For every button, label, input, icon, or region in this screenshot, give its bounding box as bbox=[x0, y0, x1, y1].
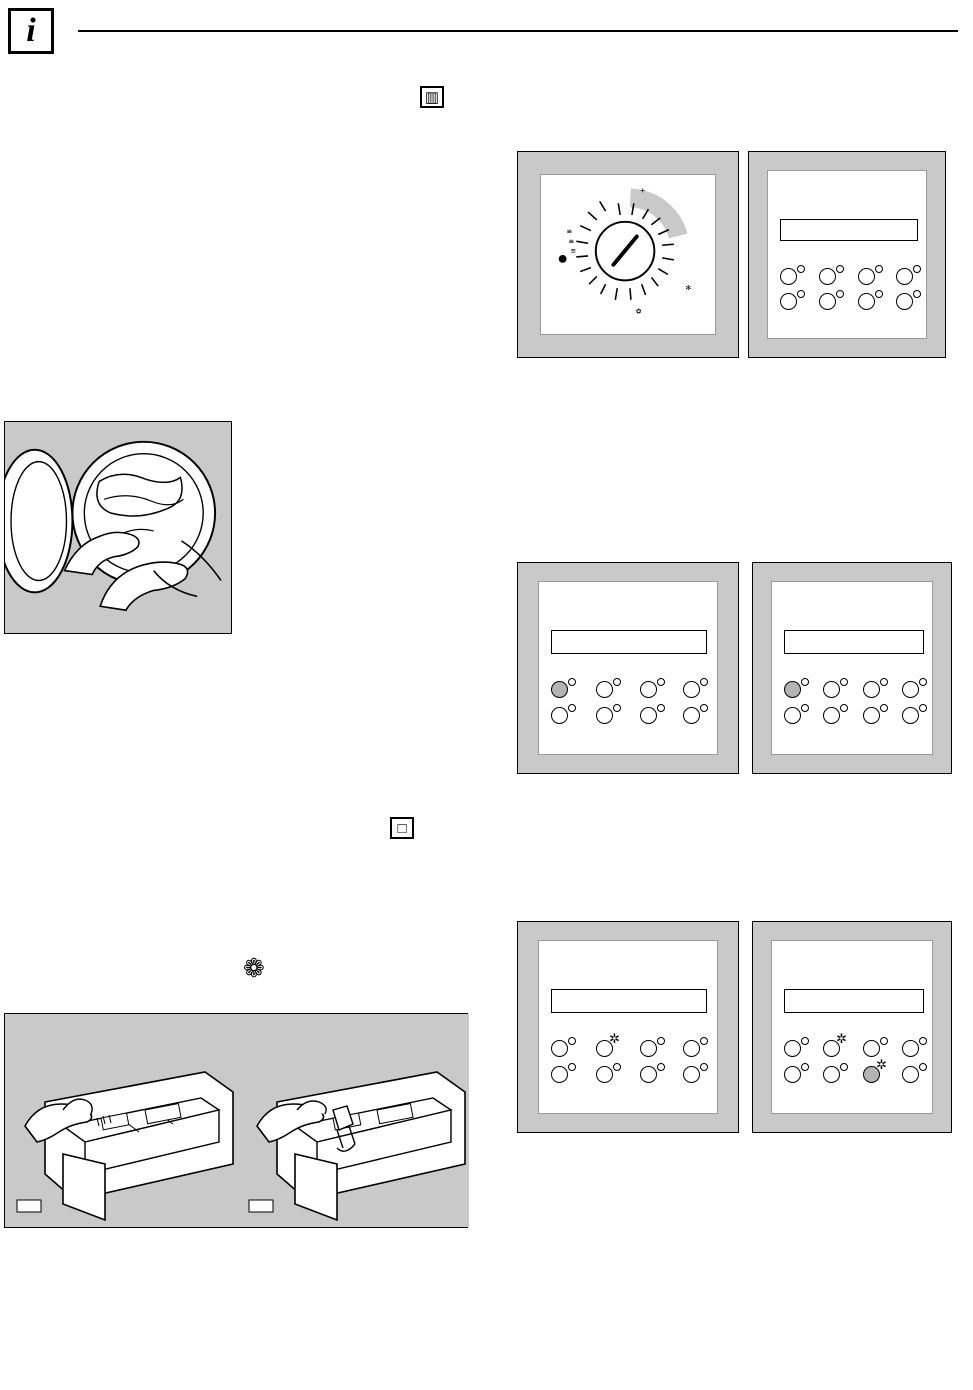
panel-5-led-r2c4-dot bbox=[919, 1063, 927, 1071]
panel-3-led-r2c1-dot bbox=[801, 704, 809, 712]
panel-1-led-r2c1[interactable] bbox=[780, 293, 797, 310]
panel-3-led-r2c2-dot bbox=[840, 704, 848, 712]
panel-4-led-r2c4-dot bbox=[700, 1063, 708, 1071]
panel-3-led-r2c1[interactable] bbox=[784, 707, 801, 724]
panel-2-led-r1c1[interactable] bbox=[551, 681, 568, 698]
panel-3-led-r2c4-dot bbox=[919, 704, 927, 712]
panel-5-led-r2c2-dot bbox=[840, 1063, 848, 1071]
panel-2-led-r2c1-dot bbox=[568, 704, 576, 712]
panel-3-led-r2c3-dot bbox=[880, 704, 888, 712]
frost-protection-icon bbox=[243, 955, 265, 981]
panel-2-led-r1c1-dot bbox=[568, 678, 576, 686]
panel-2-led-r2c4[interactable] bbox=[683, 707, 700, 724]
panel-1-led-r1c2[interactable] bbox=[819, 268, 836, 285]
panel-4-led-r1c2-star-icon: ✲ bbox=[609, 1031, 620, 1046]
panel-3-led-r1c2[interactable] bbox=[823, 681, 840, 698]
panel-2-led-r1c2-dot bbox=[613, 678, 621, 686]
panel-3-led-r2c2[interactable] bbox=[823, 707, 840, 724]
panel-4-led-r1c4-dot bbox=[700, 1037, 708, 1045]
panel-5-led-r1c4[interactable] bbox=[902, 1040, 919, 1057]
frost-protection-glyph: ❁ bbox=[243, 953, 265, 983]
panel-2-led-r2c3-dot bbox=[657, 704, 665, 712]
panel-5-led-r1c2-star-icon: ✲ bbox=[836, 1031, 847, 1046]
panel-4-led-r2c1[interactable] bbox=[551, 1066, 568, 1083]
panel-5-led-r2c1-dot bbox=[801, 1063, 809, 1071]
panel-3-display bbox=[784, 630, 924, 654]
panel-2-led-r1c3-dot bbox=[657, 678, 665, 686]
panel-1-led-r1c4[interactable] bbox=[896, 268, 913, 285]
panel-1-inner bbox=[767, 170, 927, 339]
loading-laundry-drawing bbox=[5, 422, 231, 633]
panel-5-led-r1c1-dot bbox=[801, 1037, 809, 1045]
detergent-drawer-figure-group bbox=[4, 1013, 468, 1228]
program-symbol-glyph-2: □ bbox=[397, 819, 407, 837]
panel-1-led-r2c4-dot bbox=[913, 290, 921, 298]
panel-4-inner bbox=[538, 940, 718, 1114]
panel-2-display bbox=[551, 630, 707, 654]
panel-1-led-r2c3-dot bbox=[875, 290, 883, 298]
panel-5-led-r2c3-star-icon: ✲ bbox=[876, 1057, 887, 1072]
panel-3-led-r1c3[interactable] bbox=[863, 681, 880, 698]
panel-3-led-r1c1[interactable] bbox=[784, 681, 801, 698]
panel-5-led-r1c4-dot bbox=[919, 1037, 927, 1045]
svg-text:+: + bbox=[639, 186, 646, 195]
panel-1-led-r1c3-dot bbox=[875, 265, 883, 273]
control-panel-display-2 bbox=[517, 562, 739, 774]
panel-2-inner bbox=[538, 581, 718, 755]
panel-1-led-r2c4[interactable] bbox=[896, 293, 913, 310]
info-icon bbox=[8, 8, 54, 54]
panel-4-led-r2c2[interactable] bbox=[596, 1066, 613, 1083]
panel-3-led-r1c2-dot bbox=[840, 678, 848, 686]
panel-4-led-r1c3[interactable] bbox=[640, 1040, 657, 1057]
panel-2-led-r2c2-dot bbox=[613, 704, 621, 712]
panel-5-led-r1c1[interactable] bbox=[784, 1040, 801, 1057]
panel-2-led-r2c1[interactable] bbox=[551, 707, 568, 724]
panel-1-led-r2c2[interactable] bbox=[819, 293, 836, 310]
panel-4-led-r1c1[interactable] bbox=[551, 1040, 568, 1057]
panel-1-led-r2c3[interactable] bbox=[858, 293, 875, 310]
svg-text:≡: ≡ bbox=[568, 237, 575, 246]
panel-5-led-r2c1[interactable] bbox=[784, 1066, 801, 1083]
panel-4-led-r2c3[interactable] bbox=[640, 1066, 657, 1083]
svg-text:✻: ✻ bbox=[685, 284, 692, 293]
panel-2-led-r1c4[interactable] bbox=[683, 681, 700, 698]
svg-text:≡: ≡ bbox=[570, 247, 577, 256]
control-panel-display-4 bbox=[517, 921, 739, 1133]
panel-3-led-r1c3-dot bbox=[880, 678, 888, 686]
panel-4-led-r1c3-dot bbox=[657, 1037, 665, 1045]
loading-laundry-illustration bbox=[4, 421, 232, 634]
panel-2-led-r2c3[interactable] bbox=[640, 707, 657, 724]
program-selector-dial-figure bbox=[517, 151, 739, 358]
panel-3-inner bbox=[771, 581, 933, 755]
panel-1-led-r1c4-dot bbox=[913, 265, 921, 273]
detergent-drawer-powder-illustration bbox=[5, 1014, 237, 1227]
panel-5-led-r2c4[interactable] bbox=[902, 1066, 919, 1083]
panel-5-led-r1c3-dot bbox=[880, 1037, 888, 1045]
panel-4-led-r2c2-dot bbox=[613, 1063, 621, 1071]
panel-3-led-r1c4-dot bbox=[919, 678, 927, 686]
panel-2-led-r2c4-dot bbox=[700, 704, 708, 712]
program-symbol-glyph-1: ▥ bbox=[424, 88, 440, 106]
panel-4-led-r1c4[interactable] bbox=[683, 1040, 700, 1057]
panel-3-led-r2c3[interactable] bbox=[863, 707, 880, 724]
program-symbol-icon-1 bbox=[420, 86, 444, 108]
panel-2-led-r1c2[interactable] bbox=[596, 681, 613, 698]
panel-1-led-r2c2-dot bbox=[836, 290, 844, 298]
control-panel-display-1 bbox=[748, 151, 946, 358]
panel-4-display bbox=[551, 989, 707, 1013]
svg-text:≡: ≡ bbox=[566, 227, 573, 236]
panel-2-led-r1c3[interactable] bbox=[640, 681, 657, 698]
info-icon-glyph: i bbox=[26, 12, 36, 49]
control-panel-display-3 bbox=[752, 562, 952, 774]
detergent-drawer-liquid-illustration bbox=[237, 1014, 469, 1227]
panel-5-led-r2c2[interactable] bbox=[823, 1066, 840, 1083]
panel-1-led-r1c1-dot bbox=[797, 265, 805, 273]
panel-2-led-r1c4-dot bbox=[700, 678, 708, 686]
panel-5-led-r1c3[interactable] bbox=[863, 1040, 880, 1057]
panel-4-led-r1c1-dot bbox=[568, 1037, 576, 1045]
dial-illustration bbox=[541, 175, 715, 334]
panel-1-led-r1c3[interactable] bbox=[858, 268, 875, 285]
dial-figure-inner bbox=[540, 174, 716, 335]
panel-1-led-r1c1[interactable] bbox=[780, 268, 797, 285]
panel-1-display bbox=[780, 219, 918, 241]
header-rule bbox=[78, 30, 958, 32]
panel-1-led-r2c1-dot bbox=[797, 290, 805, 298]
svg-text:✿: ✿ bbox=[635, 307, 642, 316]
control-panel-display-5 bbox=[752, 921, 952, 1133]
panel-4-led-r2c4[interactable] bbox=[683, 1066, 700, 1083]
panel-5-display bbox=[784, 989, 924, 1013]
panel-4-led-r2c3-dot bbox=[657, 1063, 665, 1071]
panel-5-inner bbox=[771, 940, 933, 1114]
program-symbol-icon-2 bbox=[390, 817, 414, 839]
panel-3-led-r2c4[interactable] bbox=[902, 707, 919, 724]
panel-2-led-r2c2[interactable] bbox=[596, 707, 613, 724]
panel-3-led-r1c4[interactable] bbox=[902, 681, 919, 698]
panel-4-led-r2c1-dot bbox=[568, 1063, 576, 1071]
panel-3-led-r1c1-dot bbox=[801, 678, 809, 686]
panel-1-led-r1c2-dot bbox=[836, 265, 844, 273]
